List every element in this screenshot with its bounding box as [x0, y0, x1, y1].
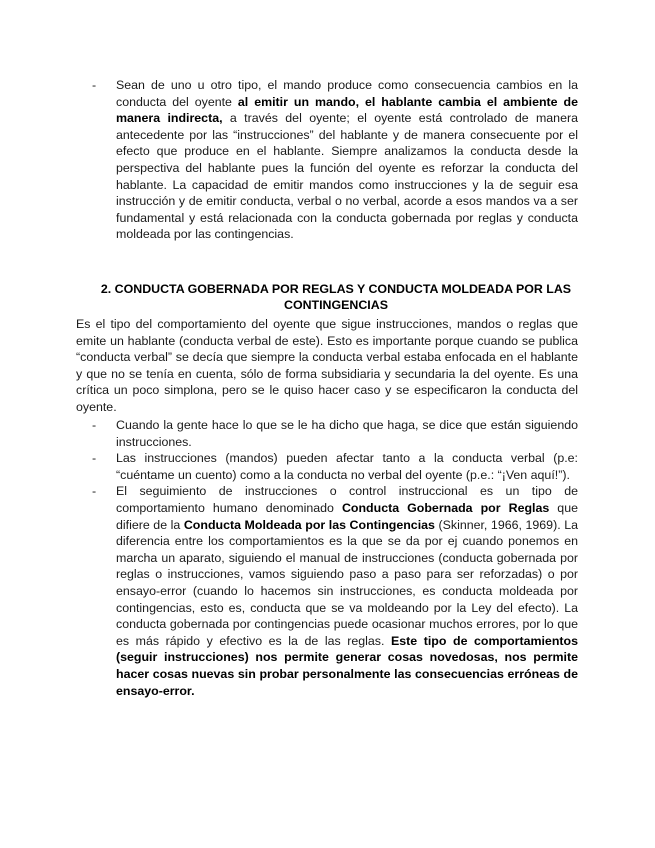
list-item	[92, 483, 578, 699]
item-text: a través del oyente; el oyente está controlado de manera antecedente por las “instrucciones” del hablante y de manera consecuente por el efecto que produce en el hablante. Siempre analizamos la conducta desde la perspectiva del hablante pues la función del oyente es reforzar la conducta del hablante. La capacidad de emitir mandos como instrucciones y la de seguir esa instrucción y de emitir conducta, verbal o no verbal, acorde a esos mandos va a ser fundamental y está relacionada con la conducta gobernada por reglas y conducta moldeada por las contingencias.	[116, 111, 578, 242]
section-heading: 2. CONDUCTA GOBERNADA POR REGLAS Y CONDUCTA MOLDEADA POR LAS CONTINGENCIAS	[100, 282, 572, 313]
item-bold-conclusion: Este tipo de comportamientos (seguir instrucciones) nos permite generar cosas novedosas, nos permite hacer cosas nuevas sin probar personalmente las consecuencias erróneas de ensayo-error.	[116, 633, 578, 698]
bullet-dash: -	[92, 418, 97, 432]
item-bold-text: al emitir un mando, el hablante cambia el ambiente de manera indirecta,	[116, 94, 578, 126]
list-item	[92, 417, 578, 450]
bullet-dash: -	[92, 451, 97, 466]
list-item	[92, 450, 578, 483]
bullet-list-mandos	[92, 77, 578, 243]
bullet-dash: -	[92, 78, 97, 92]
term-contingency-shaped: Conducta Moldeada por las Contingencias	[183, 517, 435, 532]
item-text: Sean de uno u otro tipo, el mando produce como consecuencia cambios en la conducta del oyente	[116, 78, 578, 109]
intro-paragraph: Es el tipo del comportamiento del oyente que sigue instrucciones, mandos o reglas que emite un hablante (conducta verbal de este). Esto es importante porque cuando se publica “conducta verbal” se decía que siempre la conducta verbal estaba enfocada en el hablante y que no se tenía en cuenta, sólo de forma subsidiaria y secundaria la del oyente. Es una crítica un poco simplona, pero se le quiso hacer caso y se especificaron la conducta del oyente.	[76, 317, 578, 414]
item-text: El seguimiento de instrucciones o control instruccional es un tipo de comportamiento humano denominado	[116, 484, 578, 515]
item-text: (Skinner, 1966, 1969). La diferencia entre los comportamientos es la que se da por ej cuando ponemos en marcha un aparato, siguiendo el manual de instrucciones (conducta gobernada por reglas o instrucciones, vamos siguiendo paso a paso para ser reforzadas) o por ensayo-error (cuando lo hacemos sin instrucciones, es conducta moldeada por contingencias, esto es, conducta que se va moldeando por la Ley del efecto). La conducta gobernada por contingencias puede ocasionar muchos errores, por lo que es más rápido y efectivo es la de las reglas.	[116, 517, 578, 648]
item-text: que difiere de la	[116, 500, 578, 532]
bullet-list-instrucciones	[92, 417, 578, 699]
bullet-dash: -	[92, 484, 97, 499]
item-text: Las instrucciones (mandos) pueden afectar tanto a la conducta verbal (p.e: “cuéntame un cuento) como a la conducta no verbal del oyente (p.e.: “¡Ven aquí!”).	[116, 451, 578, 482]
term-rule-governed: Conducta Gobernada por Reglas	[341, 500, 550, 515]
item-text: Cuando la gente hace lo que se le ha dicho que haga, se dice que están siguiendo instrucciones.	[116, 418, 578, 449]
list-item	[92, 77, 578, 243]
